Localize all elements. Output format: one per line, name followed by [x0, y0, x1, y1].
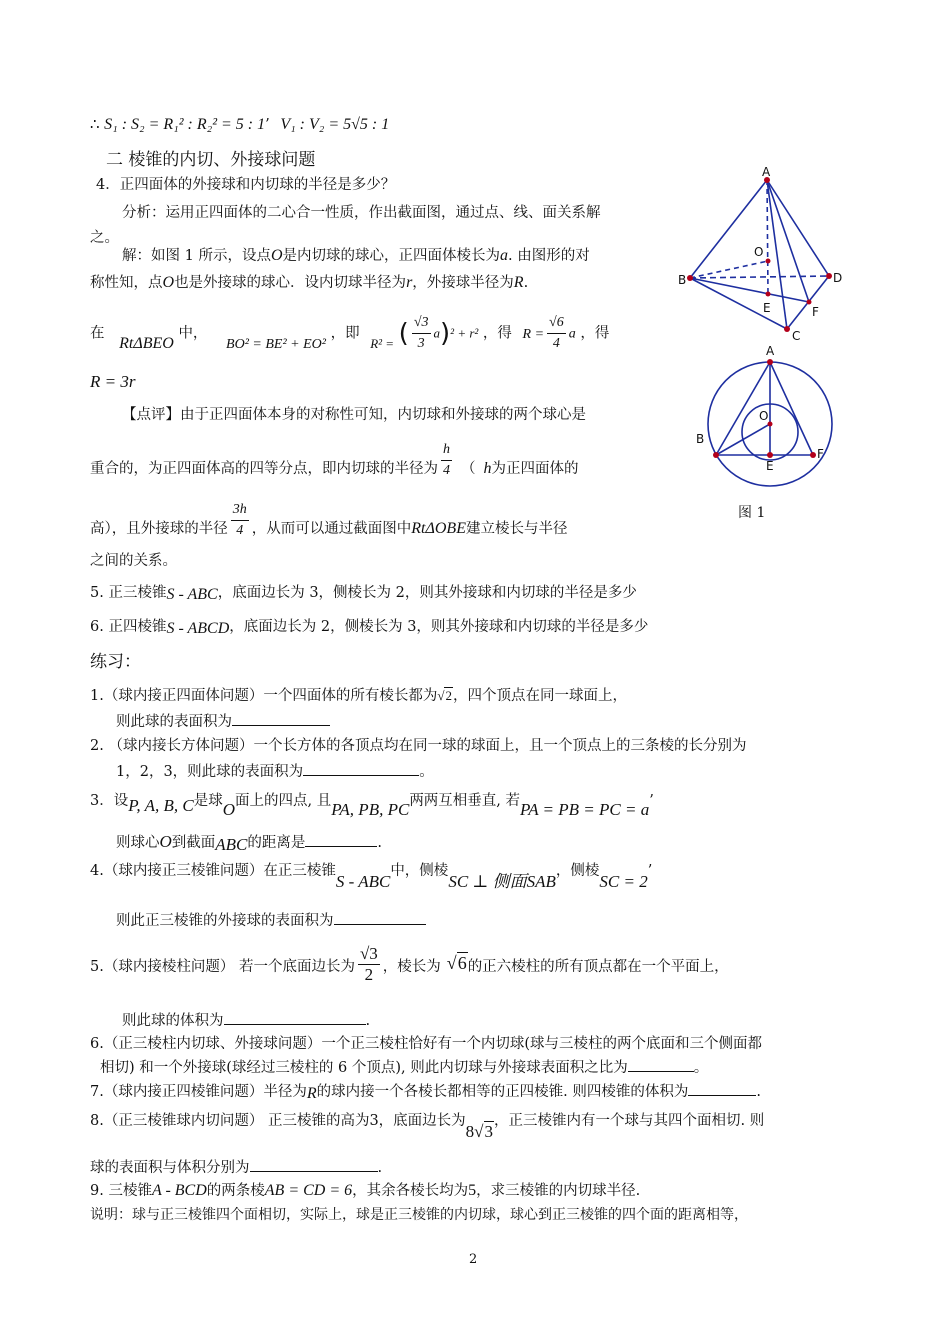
practice-8-line-1 — [90, 1110, 765, 1141]
fraction-3h-4 — [231, 500, 249, 541]
p-text: 的两条棱 — [206, 1183, 265, 1199]
value-five: 5 — [468, 1182, 477, 1199]
p-text: 相切) 和一个外接球(球经过三棱柱的 6 个顶点), 则此内切球与外接球表面积之比为 — [100, 1060, 628, 1076]
analysis-line-2: 之。 — [90, 230, 119, 246]
label-f: F — [812, 305, 819, 319]
equation-R-left: R = — [522, 326, 545, 342]
q-text: 5. 正三棱锥 — [90, 585, 167, 601]
answer-blank[interactable] — [688, 1081, 756, 1096]
p-text: 1.（球内接正四面体问题）一个四面体的所有棱长都为 — [90, 688, 438, 704]
sol-text: ，即 — [330, 325, 360, 342]
label-f: F — [817, 447, 824, 461]
sol-text: 称性知，点 — [90, 275, 163, 291]
comment-text: ，从而可以通过截面图中 — [251, 520, 412, 537]
sol-text: ，得 — [580, 325, 610, 342]
plane-abc: ABC — [215, 835, 248, 854]
p-text: 则此球的体积为 — [122, 1013, 224, 1029]
eight-sqrt3: 8√3 — [465, 1122, 494, 1141]
practice-4-line-2 — [116, 910, 426, 931]
p-text: 1，2，3，则此球的表面积为 — [116, 764, 304, 780]
p-text: 4.（球内接正三棱锥问题）在正三棱锥 — [90, 863, 336, 879]
label-a: A — [762, 165, 771, 179]
radicand: 2 — [445, 688, 452, 703]
edge-ad — [767, 180, 829, 276]
note-line: 说明：球与正三棱锥四个面相切，实际上，球是正三棱锥的内切球，球心到正三棱锥的四个面的距离相等， — [90, 1207, 748, 1223]
triangle-obe: RtΔOBE — [411, 519, 466, 537]
practice-8-line-2 — [90, 1157, 382, 1178]
radicand: 3 — [484, 1122, 494, 1141]
p-text: 则此球的表面积为 — [116, 714, 232, 730]
p-text: 5.（球内接棱柱问题） 若一个底面边长为 — [90, 958, 355, 975]
equation-pa: PA = PB = PC = a — [520, 800, 650, 819]
fraction-den: 4 — [443, 463, 450, 478]
p-text: 。 — [419, 764, 434, 780]
question-5 — [90, 583, 637, 603]
pyramid-sabc: S - ABC — [335, 872, 391, 891]
answer-blank[interactable] — [628, 1057, 694, 1072]
p-text: 两两互相垂直, 若 — [409, 793, 521, 809]
var-o: O — [159, 832, 172, 851]
sol-text: 解：如图 1 所示，设点 — [122, 248, 271, 264]
point-e — [766, 292, 771, 297]
practice-9 — [90, 1181, 640, 1201]
label-e: E — [763, 301, 771, 315]
question-4: 4．正四面体的外接球和内切球的半径是多少？ — [96, 177, 396, 193]
sol-text: ，得 — [482, 325, 512, 342]
segment-af — [767, 180, 809, 302]
answer-blank[interactable] — [224, 1010, 366, 1025]
pyramid-sabc: S - ABC — [166, 586, 218, 603]
practice-5-line-1 — [90, 944, 729, 985]
sol-text: ，外接球半径为 — [412, 275, 514, 291]
p-text: ，正三棱锥内有一个球与其四个面相切. 则 — [494, 1113, 765, 1129]
solution-line-2 — [90, 273, 528, 293]
question-6 — [90, 617, 648, 637]
fraction-sqrt6-4 — [547, 313, 566, 354]
solution-line-3: 在 RtΔBEO 中， BO² = BE² + EO² ，即 R² = ( $\frac{√3}{3}$ a)² + r² ，得 R = $\frac{√6}{4}$ a ，得 — [90, 313, 609, 354]
p-text: 9. 三棱锥 — [90, 1183, 152, 1199]
var-o: O — [270, 247, 283, 264]
point-f — [807, 300, 812, 305]
comment-text: 为正四面体的 — [491, 460, 579, 477]
var-a: a — [500, 247, 509, 264]
p-text: 则此正三棱锥的外接球的表面积为 — [116, 913, 334, 929]
practice-2-line-2 — [116, 761, 434, 782]
sol-text: . — [523, 275, 529, 291]
comment-text: 建立棱长与半径 — [465, 520, 568, 537]
segments-pa-pb-pc: PA, PB, PC — [331, 800, 410, 819]
radicand: 6 — [457, 952, 467, 973]
analysis-line-1: 分析：运用正四面体的二心合一性质，作出截面图，通过点、线、面关系解 — [122, 205, 601, 221]
fraction-num: √6 — [547, 313, 566, 334]
ratio-line — [90, 115, 389, 135]
equation-r-left: R² = — [370, 335, 395, 351]
edge-bd — [690, 276, 829, 278]
segment-af — [770, 362, 813, 455]
p-text: 。 — [693, 1060, 709, 1076]
q-text: ，底面边长为 3，侧棱长为 2，则其外接球和内切球的半径是多少 — [217, 585, 637, 601]
q-text: ，底面边长为 2，侧棱长为 3，则其外接球和内切球的半径是多少 — [229, 619, 649, 635]
coefficient: 8 — [465, 1122, 475, 1141]
var-h: h — [483, 459, 492, 477]
point-e — [767, 452, 773, 458]
practice-6-line-1: 6.（正三棱柱内切球、外接球问题）一个正三棱柱恰好有一个内切球(球与三棱柱的两个底面和三个侧面都 — [90, 1036, 762, 1052]
p-text: 到截面 — [171, 835, 216, 851]
p-text: 的球内接一个各棱长都相等的正四棱锥. 则四棱锥的体积为 — [316, 1084, 689, 1100]
sol-text: 在 — [90, 325, 105, 342]
fraction-num: √3 — [412, 313, 431, 334]
label-o: O — [754, 245, 764, 259]
sqrt-6: √6 — [446, 952, 467, 973]
result-R-3r: R = 3r — [90, 372, 136, 391]
practice-2-line-1: 2. （球内接长方体问题）一个长方体的各顶点均在同一球的球面上，且一个顶点上的三条棱的长分别为 — [90, 738, 747, 754]
p-text: . — [377, 1160, 383, 1176]
sol-text: 中， — [178, 325, 208, 342]
point-b — [687, 275, 693, 281]
p-text: 则球心 — [116, 835, 160, 851]
perp-relation: SC ⊥ 侧面SAB — [448, 872, 556, 891]
edge-bc — [690, 278, 787, 329]
var-o: O — [162, 274, 175, 291]
p-text: ，求三棱锥的内切球半径. — [476, 1183, 641, 1199]
points-pabc: P, A, B, C — [128, 796, 194, 815]
p-text: 的正六棱柱的所有顶点都在一个平面上， — [467, 958, 729, 975]
fraction-h-4 — [441, 440, 452, 481]
answer-blank[interactable] — [305, 832, 377, 847]
comment-line-3 — [90, 500, 567, 541]
p-text: ，其余各棱长均为 — [352, 1183, 469, 1199]
triangle-beo: RtΔBEO — [119, 334, 174, 352]
label-a: A — [766, 344, 775, 358]
p-text: 7.（球内接正四棱锥问题）半径为 — [90, 1084, 307, 1100]
sqrt-2: √2 — [437, 688, 452, 703]
var-a: a — [433, 325, 441, 341]
point-d — [826, 273, 832, 279]
equation-r-tail: ² + r² — [450, 325, 479, 341]
p-text: . — [756, 1084, 761, 1100]
var-o: O — [222, 800, 236, 819]
fraction-den: 3 — [417, 336, 425, 351]
point-b — [713, 452, 719, 458]
fraction-num: h — [441, 440, 452, 461]
answer-blank[interactable] — [334, 910, 426, 925]
var-R: R — [306, 1085, 317, 1102]
p-text: 3．设 — [90, 793, 129, 809]
practice-3-line-1 — [90, 790, 654, 819]
figure-caption: 图 1 — [738, 505, 766, 521]
answer-blank[interactable] — [250, 1157, 378, 1172]
p-text: 是球 — [193, 793, 223, 809]
label-c: C — [792, 329, 801, 343]
fraction-num: 3h — [231, 500, 249, 521]
comment-text: 重合的，为正四面体高的四等分点，即内切球的半径为 — [90, 460, 438, 477]
p-text: ，侧棱 — [555, 863, 600, 879]
p-text: ，四个顶点在同一球面上， — [452, 688, 627, 704]
p-text: 中，侧棱 — [390, 863, 449, 879]
answer-blank[interactable] — [232, 711, 330, 726]
point-c — [784, 326, 790, 332]
label-d: D — [833, 271, 843, 285]
comment-text: 高），且外接球的半径 — [90, 520, 228, 537]
p-text: ’ — [647, 863, 653, 879]
comment-text: （ — [461, 460, 476, 477]
solution-line-1 — [122, 246, 590, 266]
fraction-den: 2 — [364, 965, 374, 984]
fraction-sqrt3-3 — [412, 313, 431, 354]
point-o — [766, 259, 771, 264]
practice-1-line-2 — [116, 711, 330, 732]
equation-bo: BO² = BE² + EO² — [226, 336, 326, 352]
equation-ab-cd: AB = CD = 6 — [264, 1182, 353, 1199]
comment-line-1: 【点评】由于正四面体本身的对称性可知，内切球和外接球的两个球心是 — [122, 407, 586, 423]
section-title: 二 棱锥的内切、外接球问题 — [106, 150, 316, 170]
fraction-sqrt3-2 — [358, 944, 380, 985]
var-a: a — [568, 326, 576, 342]
fraction-den: 4 — [552, 336, 560, 351]
figure-1 — [680, 162, 860, 522]
p-text: 的距离是 — [247, 835, 306, 851]
p-text: . — [365, 1013, 371, 1029]
practice-1-line-1 — [90, 686, 627, 706]
practice-title: 练习： — [90, 652, 141, 672]
p-text: ，棱长为 — [382, 958, 441, 975]
point-a — [767, 359, 773, 365]
p-text: 面上的四点, 且 — [235, 793, 332, 809]
fraction-num: √3 — [359, 944, 378, 963]
separator: ’ — [265, 117, 270, 133]
p-text: ’ — [649, 793, 654, 809]
comment-line-4: 之间的关系。 — [90, 553, 177, 569]
pyramid-abcd: A - BCD — [151, 1182, 207, 1199]
label-b: B — [696, 432, 705, 446]
q-text: 6. 正四棱锥 — [90, 619, 167, 635]
sol-text: 是内切球的球心，正四面体棱长为 — [282, 248, 501, 264]
pyramid-sabcd: S - ABCD — [166, 620, 230, 637]
practice-5-line-2 — [122, 1010, 370, 1031]
p-text: 8.（正三棱锥球内切问题） 正三棱锥的高为3，底面边长为 — [90, 1113, 466, 1129]
label-o: O — [759, 409, 769, 423]
sol-text: . 由图形的对 — [508, 248, 590, 264]
page-number: 2 — [469, 1252, 478, 1267]
label-b: B — [678, 273, 687, 287]
equation-sc: SC = 2 — [599, 872, 648, 891]
practice-4-line-1 — [90, 860, 653, 891]
label-e: E — [766, 459, 774, 473]
surface-ratio: S₁ : S₂ = R₁² : R₂² = 5 : 1 — [104, 116, 266, 133]
comment-line-2 — [90, 440, 579, 481]
p-text: . — [377, 835, 382, 851]
sol-text: 也是外接球的球心．设内切球半径为 — [174, 275, 407, 291]
answer-blank[interactable] — [303, 761, 419, 776]
volume-ratio: V₁ : V₂ = 5√5 : 1 — [280, 116, 390, 133]
var-r: r — [406, 274, 413, 291]
fraction-den: 4 — [236, 523, 244, 538]
practice-7 — [90, 1081, 761, 1102]
altitude-ae — [767, 180, 768, 294]
therefore-symbol: ∴ — [90, 117, 100, 133]
practice-3-line-2 — [116, 832, 382, 853]
median-bf — [690, 278, 809, 302]
point-f — [810, 452, 816, 458]
var-R: R — [513, 274, 524, 291]
practice-6-line-2 — [100, 1057, 708, 1078]
p-text: 球的表面积与体积分别为 — [90, 1160, 250, 1176]
